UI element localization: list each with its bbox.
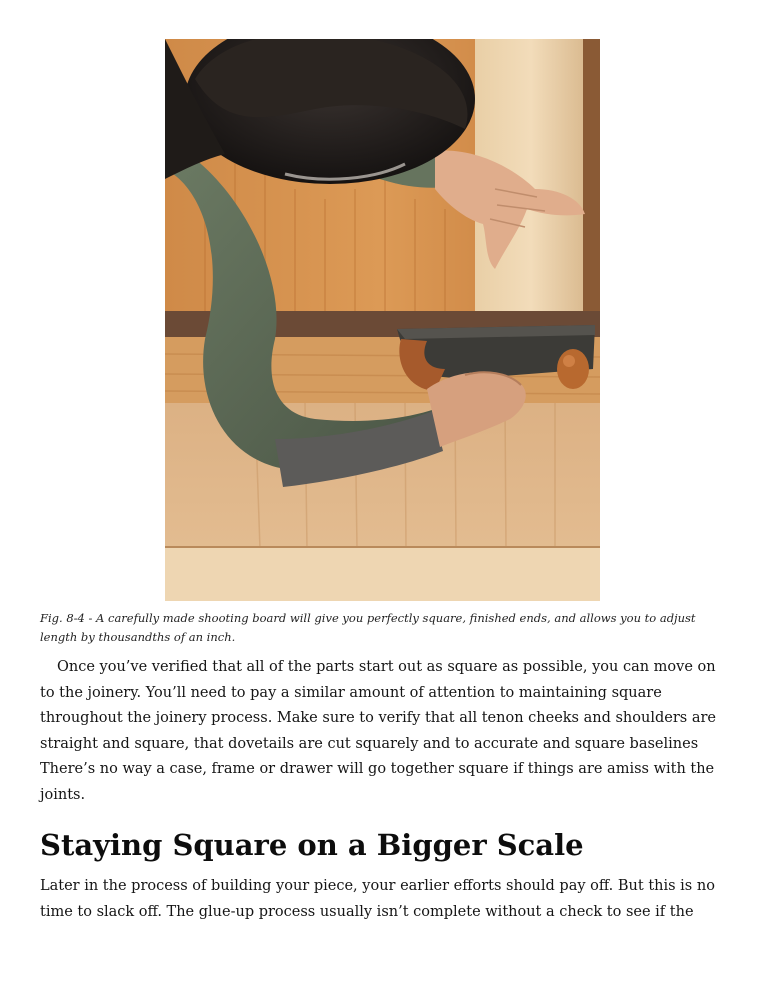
section-heading: Staying Square on a Bigger Scale bbox=[40, 828, 584, 862]
body-paragraph: Later in the process of building your piece, your earlier efforts should pay off. But this is no time to slack off. The glue-up process usually isn’t complete without a check to see if the bbox=[40, 878, 715, 920]
body-paragraph: Once you’ve verified that all of the parts start out as square as possible, you can move on to the joinery. You’ll need to pay a similar amount of attention to maintaining square throughout the joinery process. Make sure to verify that all tenon cheeks and shoulders are straight and square, that dovetails are cut squarely and to accurate and square baselines There’s no way a case, frame or drawer will go together square if things are amiss with the joints. bbox=[40, 659, 716, 803]
woodworker-photo-icon bbox=[165, 39, 600, 601]
figure-caption: Fig. 8-4 - A carefully made shooting board will give you perfectly square, finished ends, and allows you to adjust length by thousandths of an inch. bbox=[40, 611, 696, 644]
figure-photo bbox=[165, 39, 600, 601]
